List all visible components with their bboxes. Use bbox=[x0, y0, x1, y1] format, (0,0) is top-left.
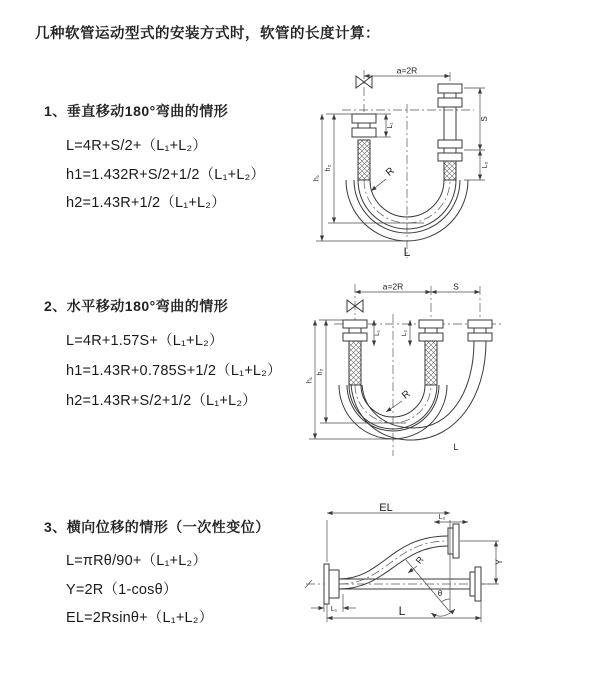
dimension-a2r bbox=[355, 282, 480, 293]
diagram-vertical-180-bend bbox=[312, 66, 596, 264]
section-2-heading: 2、水平移动180°弯曲的情形 bbox=[44, 298, 229, 314]
dimension-l2 bbox=[434, 514, 468, 522]
dim-label-h1: h₁ bbox=[313, 174, 321, 182]
section-1-formula-h2: h2=1.43R+1/2（L₁+L₂） bbox=[66, 195, 226, 211]
dimension-s bbox=[464, 88, 489, 180]
radius-label: R bbox=[400, 388, 413, 402]
dim-label-h1: h₁ bbox=[306, 376, 314, 384]
length-label: L bbox=[453, 442, 459, 452]
angle-label: θ bbox=[437, 589, 443, 598]
diagram-horizontal-180-bend bbox=[306, 280, 598, 460]
dim-label-l2: L₂ bbox=[482, 161, 489, 169]
section-1-heading: 1、垂直移动180°弯曲的情形 bbox=[44, 103, 229, 119]
length-label: L bbox=[403, 245, 411, 259]
radius-callout bbox=[408, 554, 426, 573]
section-3-formula-EL: EL=2Rsinθ+（L₁+L₂） bbox=[66, 610, 214, 626]
horizontal-bend-drawing bbox=[306, 280, 598, 460]
dim-label-l1: L₁ bbox=[374, 330, 381, 336]
dim-label-a2r: a=2R bbox=[396, 66, 418, 76]
dim-label-l1: L₁ bbox=[330, 606, 338, 613]
dim-label-l2: L₂ bbox=[401, 329, 408, 337]
dim-label-y: Y bbox=[494, 558, 504, 566]
dimension-l1 bbox=[376, 114, 394, 137]
left-flange bbox=[324, 564, 339, 604]
dimension-a2r bbox=[364, 66, 450, 76]
dim-label-a2r: a=2R bbox=[382, 281, 404, 292]
page-title: 几种软管运动型式的安装方式时，软管的长度计算： bbox=[35, 26, 380, 42]
hose-right-leg bbox=[438, 84, 462, 180]
section-2-formula-h2: h2=1.43R+S/2+1/2（L₁+L₂） bbox=[66, 393, 257, 409]
hose-left-leg bbox=[352, 114, 376, 180]
dimension-y bbox=[460, 541, 504, 584]
dim-label-s: S bbox=[453, 281, 459, 292]
dim-label-h2: h₂ bbox=[317, 368, 324, 376]
section-2-formula-h1: h1=1.43R+0.785S+1/2（L₁+L₂） bbox=[66, 363, 282, 379]
radius-callout bbox=[371, 166, 397, 191]
radius-label: R bbox=[413, 554, 426, 566]
vertical-bend-drawing bbox=[312, 66, 596, 264]
diagram-lateral-displacement bbox=[298, 500, 600, 660]
dim-label-h2: h₂ bbox=[325, 164, 332, 172]
length-label: L bbox=[398, 604, 406, 618]
section-1-formula-L: L=4R+S/2+（L₁+L₂） bbox=[66, 138, 208, 154]
section-1-formula-h1: h1=1.432R+S/2+1/2（L₁+L₂） bbox=[66, 167, 266, 183]
hose-middle-leg bbox=[419, 320, 443, 385]
section-3-formula-Y: Y=2R（1-cosθ） bbox=[66, 582, 178, 598]
dim-label-l1: L₁ bbox=[387, 122, 394, 129]
dimension-l bbox=[327, 601, 481, 622]
hose-fixed-leg bbox=[343, 320, 367, 385]
section-2-formula-L: L=4R+1.57S+（L₁+L₂） bbox=[66, 333, 224, 349]
radius-callout bbox=[386, 388, 413, 412]
dim-label-el: EL bbox=[379, 502, 393, 514]
radius-label: R bbox=[384, 165, 397, 179]
section-3-formula-L: L=πRθ/90+（L₁+L₂） bbox=[66, 553, 208, 569]
dim-label-l2: L₂ bbox=[438, 514, 446, 521]
lateral-displacement-drawing bbox=[298, 500, 600, 660]
hose-moved-leg bbox=[468, 320, 492, 341]
dim-label-s: S bbox=[480, 116, 489, 122]
section-3-heading: 3、横向位移的情形（一次性变位） bbox=[44, 519, 270, 535]
